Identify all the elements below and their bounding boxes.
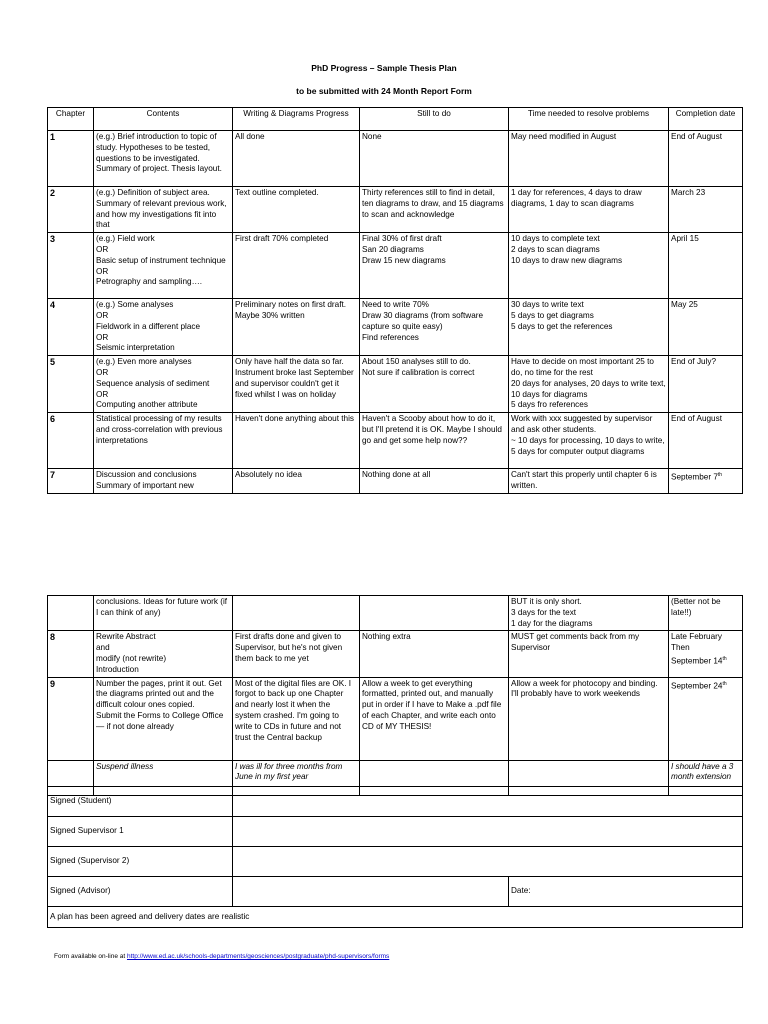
cell-progress [233, 469, 360, 494]
contents-text: Suspend illness [96, 761, 154, 771]
cell-todo [360, 631, 509, 677]
time-text: Can't start this properly until chapter 6 is written. [511, 470, 657, 490]
cell-time [509, 187, 669, 233]
header-progress: Writing & Diagrams Progress [233, 108, 360, 131]
time-text: 1 day for references, 4 days to draw diagrams, 1 day to scan diagrams [511, 188, 642, 208]
todo-text: Nothing done at all [362, 470, 431, 480]
signed-supervisor2-field[interactable] [233, 847, 743, 877]
cell-contents [94, 233, 233, 299]
table-row [48, 677, 743, 760]
cell-todo [360, 233, 509, 299]
cell-chapter [48, 131, 94, 187]
signature-row-supervisor1 [48, 817, 743, 847]
date-text: March 23 [671, 188, 706, 197]
cell-progress [233, 131, 360, 187]
cell-contents [94, 631, 233, 677]
chapter-text: 6 [50, 414, 56, 425]
cell-todo [360, 596, 509, 631]
document-title: PhD Progress – Sample Thesis Plan [311, 63, 457, 73]
cell-todo [360, 131, 509, 187]
cell-chapter [48, 233, 94, 299]
contents-text: (e.g.) Definition of subject area. Summary of relevant previous work, and how my investigations fit into that [96, 188, 227, 230]
cell-time [509, 233, 669, 299]
cell-date [669, 131, 743, 187]
cell-date [669, 631, 743, 677]
time-text: 30 days to write text 5 days to get diagrams 5 days to get the references [511, 300, 613, 331]
cell-chapter [48, 596, 94, 631]
date-text: End of August [671, 132, 722, 141]
cell-date [669, 299, 743, 356]
header-contents: Contents [94, 108, 233, 131]
table-row [48, 233, 743, 299]
document-subtitle: to be submitted with 24 Month Report Form [296, 86, 472, 96]
cell-time [509, 469, 669, 494]
cell-progress [233, 187, 360, 233]
signature-row-supervisor2 [48, 847, 743, 877]
cell-progress [233, 677, 360, 760]
chapter-text: 1 [50, 132, 56, 142]
cell-date [669, 596, 743, 631]
chapter-text: 4 [50, 300, 56, 311]
table-header-row [48, 108, 743, 131]
cell-time [509, 677, 669, 760]
cell-chapter [48, 677, 94, 760]
cell-progress [233, 233, 360, 299]
signed-student-field[interactable] [233, 787, 743, 817]
cell-contents [94, 187, 233, 233]
cell-chapter [48, 469, 94, 494]
cell-contents [94, 356, 233, 413]
cell-todo [360, 187, 509, 233]
todo-text: None [362, 132, 382, 141]
date-superscript: th [722, 680, 727, 687]
table-row [48, 131, 743, 187]
header-completion-date: Completion date [669, 108, 743, 131]
chapter-text: 5 [50, 357, 56, 368]
progress-text: First draft 70% completed [235, 234, 329, 244]
todo-text: Allow a week to get everything formatted, printed out, and manually put in order if I have to Make a .pdf file of each Chapter, and write each onto CD of MY THESIS! [362, 678, 502, 731]
time-text: Allow a week for photocopy and binding. I'll probably have to work weekends [511, 678, 658, 699]
cell-contents [94, 677, 233, 760]
footer-note [54, 953, 389, 960]
signature-row-advisor [48, 877, 743, 907]
progress-text: First drafts done and given to Supervisor, but he's not given them back to me yet [235, 632, 343, 663]
footer-prefix: Form available on-line at [54, 953, 127, 960]
signed-advisor-label: Signed (Advisor) [48, 877, 233, 907]
cell-todo [360, 356, 509, 413]
progress-text: Absolutely no idea [235, 470, 302, 480]
cell-date [669, 356, 743, 413]
agreement-row [48, 907, 743, 928]
cell-date [669, 187, 743, 233]
date-text: April 15 [671, 234, 699, 244]
progress-text: I was ill for three months from June in my first year [235, 761, 343, 782]
thesis-plan-table-continued [47, 595, 743, 796]
header-chapter: Chapter [48, 108, 94, 131]
todo-text: Thirty references still to find in detail, ten diagrams to draw, and 15 diagrams to scan and acknowledge [362, 188, 504, 219]
signed-student-label: Signed (Student) [48, 787, 233, 817]
date-text: Late February Then September 14 [671, 632, 723, 666]
cell-time [509, 596, 669, 631]
date-text: End of July? [671, 357, 717, 367]
cell-todo [360, 299, 509, 356]
cell-chapter [48, 356, 94, 413]
table-row [48, 413, 743, 469]
signed-supervisor1-field[interactable] [233, 817, 743, 847]
cell-time [509, 631, 669, 677]
date-text: End of August [671, 414, 722, 424]
contents-text: Number the pages, print it out. Get the diagrams printed out and the difficult colour ones copied. Submit the Forms to College Office— if not done already [96, 678, 224, 731]
date-text: (Better not be late!!) [671, 597, 721, 617]
forms-link[interactable]: http://www.ed.ac.uk/schools-departments/geosciences/postgraduate/phd-supervisors/forms [126, 953, 390, 960]
cell-progress [233, 413, 360, 469]
chapter-text: 9 [50, 678, 56, 689]
cell-todo [360, 677, 509, 760]
cell-contents [94, 469, 233, 494]
date-text: May 25 [671, 300, 698, 310]
time-text: MUST get comments back from my Supervisor [511, 632, 640, 653]
table-row [48, 356, 743, 413]
contents-text: conclusions. Ideas for future work (if I can think of any) [96, 597, 228, 617]
chapter-text: 2 [50, 188, 56, 198]
time-text: May need modified in August [511, 132, 617, 141]
cell-progress [233, 631, 360, 677]
todo-text: Final 30% of first draft San 20 diagrams Draw 15 new diagrams [362, 234, 446, 265]
contents-text: Discussion and conclusions Summary of important new [96, 470, 197, 490]
cell-date [669, 413, 743, 469]
cell-chapter [48, 631, 94, 677]
progress-text: All done [235, 132, 265, 141]
date-text: September 24 [671, 681, 723, 691]
table-row [48, 469, 743, 494]
progress-text: Haven't done anything about this [235, 414, 355, 424]
cell-contents [94, 131, 233, 187]
thesis-plan-table [47, 107, 743, 494]
cell-time [509, 356, 669, 413]
cell-chapter [48, 299, 94, 356]
contents-text: (e.g.) Even more analyses OR Sequence analysis of sediment OR Computing another attribute [96, 357, 210, 410]
todo-text: Need to write 70% Draw 30 diagrams (from software capture so quite easy) Find references [362, 300, 484, 342]
signed-supervisor2-label: Signed (Supervisor 2) [48, 847, 233, 877]
cell-todo [360, 413, 509, 469]
progress-text: Only have half the data so far. Instrument broke last September and supervisor couldn't get it fixed whilst I was on holiday [235, 357, 354, 399]
cell-chapter [48, 413, 94, 469]
cell-progress [233, 356, 360, 413]
date-superscript: th [717, 472, 723, 479]
contents-text: Statistical processing of my results and cross-correlation with previous interpretations [96, 414, 223, 445]
progress-text: Most of the digital files are OK. I forgot to back up one Chapter and nearly lost it when the system crashed. I'm going to write to CDs in future and not trust the Central backup [235, 678, 352, 742]
cell-todo [360, 469, 509, 494]
cell-date [669, 233, 743, 299]
progress-text: Text outline completed. [235, 188, 319, 197]
time-text: BUT it is only short. 3 days for the text 1 day for the diagrams [511, 597, 593, 628]
table-row [48, 299, 743, 356]
time-text: 10 days to complete text 2 days to scan diagrams 10 days to draw new diagrams [511, 234, 623, 265]
todo-text: Haven't a Scooby about how to do it, but I'll pretend it is OK. Maybe I should go and get some help now?? [362, 414, 502, 445]
todo-text: About 150 analyses still to do. Not sure if calibration is correct [362, 357, 475, 377]
progress-text: Preliminary notes on first draft. Maybe 30% written [235, 300, 347, 320]
time-text: Work with xxx suggested by supervisor and ask other students. ~ 10 days for processing, 10 days to write, 5 days for computer output diagrams [511, 414, 665, 456]
cell-chapter [48, 187, 94, 233]
cell-contents [94, 413, 233, 469]
chapter-text: 7 [50, 470, 56, 481]
chapter-text: 3 [50, 234, 56, 245]
signed-advisor-field[interactable] [233, 877, 509, 907]
table-row [48, 631, 743, 677]
contents-text: (e.g.) Brief introduction to topic of study. Hypotheses to be tested, questions to be investigated. Summary of project. Thesis layout. [96, 132, 222, 174]
cell-date [669, 677, 743, 760]
date-text: I should have a 3 month extension [671, 761, 734, 782]
signatures-table [47, 786, 743, 928]
time-text: Have to decide on most important 25 to do, no time for the rest 20 days for analyses, 20 days to write text, 10 days for diagrams 5 days fro references [511, 357, 666, 410]
table-row [48, 187, 743, 233]
header-still-to-do: Still to do [360, 108, 509, 131]
contents-text: Rewrite Abstract and modify (not rewrite) Introduction [96, 632, 167, 674]
todo-text: Nothing extra [362, 632, 411, 642]
date-text: September 7 [671, 472, 718, 482]
cell-time [509, 413, 669, 469]
cell-time [509, 299, 669, 356]
cell-time [509, 131, 669, 187]
cell-contents [94, 299, 233, 356]
table-row [48, 596, 743, 631]
contents-text: (e.g.) Field work OR Basic setup of instrument technique OR Petrography and sampling…. [96, 234, 226, 287]
contents-text: (e.g.) Some analyses OR Fieldwork in a different place OR Seismic interpretation [96, 300, 201, 353]
cell-progress [233, 299, 360, 356]
chapter-text: 8 [50, 632, 56, 643]
header-time-needed: Time needed to resolve problems [509, 108, 669, 131]
agreement-text: A plan has been agreed and delivery dates are realistic [48, 907, 743, 928]
cell-date [669, 469, 743, 494]
cell-progress [233, 596, 360, 631]
signed-supervisor1-label: Signed Supervisor 1 [48, 817, 233, 847]
date-superscript: th [722, 655, 727, 662]
signature-row-student [48, 787, 743, 817]
cell-contents [94, 596, 233, 631]
date-field[interactable]: Date: [509, 877, 743, 907]
